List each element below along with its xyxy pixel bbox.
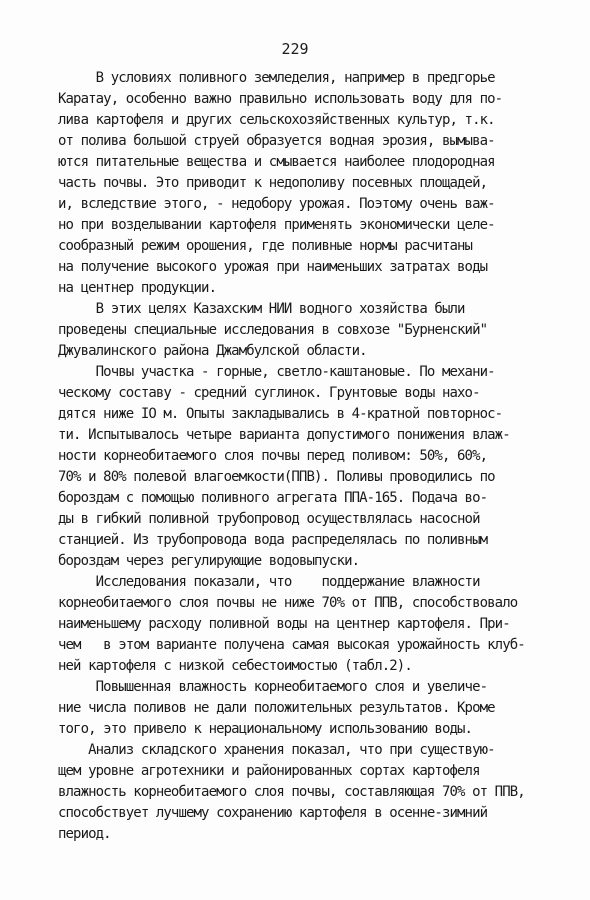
text-line: лива картофеля и других сельскохозяйственных культур, т.к.: [58, 112, 495, 128]
text-line: 70% и 80% полевой влагоемкости(ППВ). Поливы проводились по: [58, 469, 495, 485]
text-line: влажность корнеобитаемого слоя почвы, составляющая 70% от ППВ,: [58, 784, 525, 800]
text-line: ются питательные вещества и смывается наиболее плодородная: [58, 154, 495, 170]
text-line: сообразный режим орошения, где поливные нормы расчитаны: [58, 238, 473, 254]
text-line: наименьшему расходу поливной воды на центнер картофеля. При-: [58, 616, 510, 632]
text-line: Исследования показали, что поддержание влажности: [58, 574, 480, 590]
text-line: В этих целях Казахским НИИ водного хозяйства были: [58, 301, 465, 317]
text-line: Каратау, особенно важно правильно использовать воду для по-: [58, 91, 503, 107]
text-line: того, это привело к нерациональному использованию воды.: [58, 721, 473, 737]
text-line: чем в этом варианте получена самая высокая урожайность клуб-: [58, 637, 525, 653]
text-line: на центнер продукции.: [58, 280, 217, 296]
text-line: ней картофеля с низкой себестоимостью (табл.2).: [58, 658, 412, 674]
text-line: на получение высокого урожая при наименьших затратах воды: [58, 259, 488, 275]
text-line: Джувалинского района Джамбулской области.: [58, 343, 367, 359]
text-line: ческому составу - средний суглинок. Грунтовые воды нахо-: [58, 385, 480, 401]
text-line: бороздам через регулирующие водовыпуски.: [58, 553, 360, 569]
text-line: ти. Испытывалось четыре варианта допустимого понижения влаж-: [58, 427, 510, 443]
text-line: щем уровне агротехники и районированных сортах картофеля: [58, 763, 480, 779]
text-line: но при возделывании картофеля применять экономически целе-: [58, 217, 495, 233]
page-number: 229: [281, 40, 309, 58]
text-line: часть почвы. Это приводит к недополиву посевных площадей,: [58, 175, 488, 191]
text-line: от полива большой струей образуется водная эрозия, вымыва-: [58, 133, 495, 149]
text-line: ние числа поливов не дали положительных результатов. Кроме: [58, 700, 495, 716]
text-line: период.: [58, 826, 111, 842]
text-line: станцией. Из трубопровода вода распределялась по поливным: [58, 532, 488, 548]
text-line: и, вследствие этого, - недобору урожая. Поэтому очень важ-: [58, 196, 495, 212]
text-line: В условиях поливного земледелия, например в предгорье: [58, 70, 495, 86]
text-line: Почвы участка - горные, светло-каштановые. По механи-: [58, 364, 495, 380]
text-line: ды в гибкий поливной трубопровод осуществлялась насосной: [58, 511, 480, 527]
text-line: Анализ складского хранения показал, что при существую-: [58, 742, 495, 758]
text-line: корнеобитаемого слоя почвы не ниже 70% от ППВ, способствовало: [58, 595, 518, 611]
text-line: ности корнеобитаемого слоя почвы перед поливом: 50%, 60%,: [58, 448, 488, 464]
text-line: бороздам с помощью поливного агрегата ППА-165. Подача во-: [58, 490, 488, 506]
text-line: дятся ниже IO м. Опыты закладывались в 4-кратной повторнос-: [58, 406, 503, 422]
text-line: проведены специальные исследования в совхозе "Бурненский": [58, 322, 488, 338]
text-line: Повышенная влажность корнеобитаемого слоя и увеличе-: [58, 679, 488, 695]
text-line: способствует лучшему сохранению картофеля в осенне-зимний: [58, 805, 488, 821]
